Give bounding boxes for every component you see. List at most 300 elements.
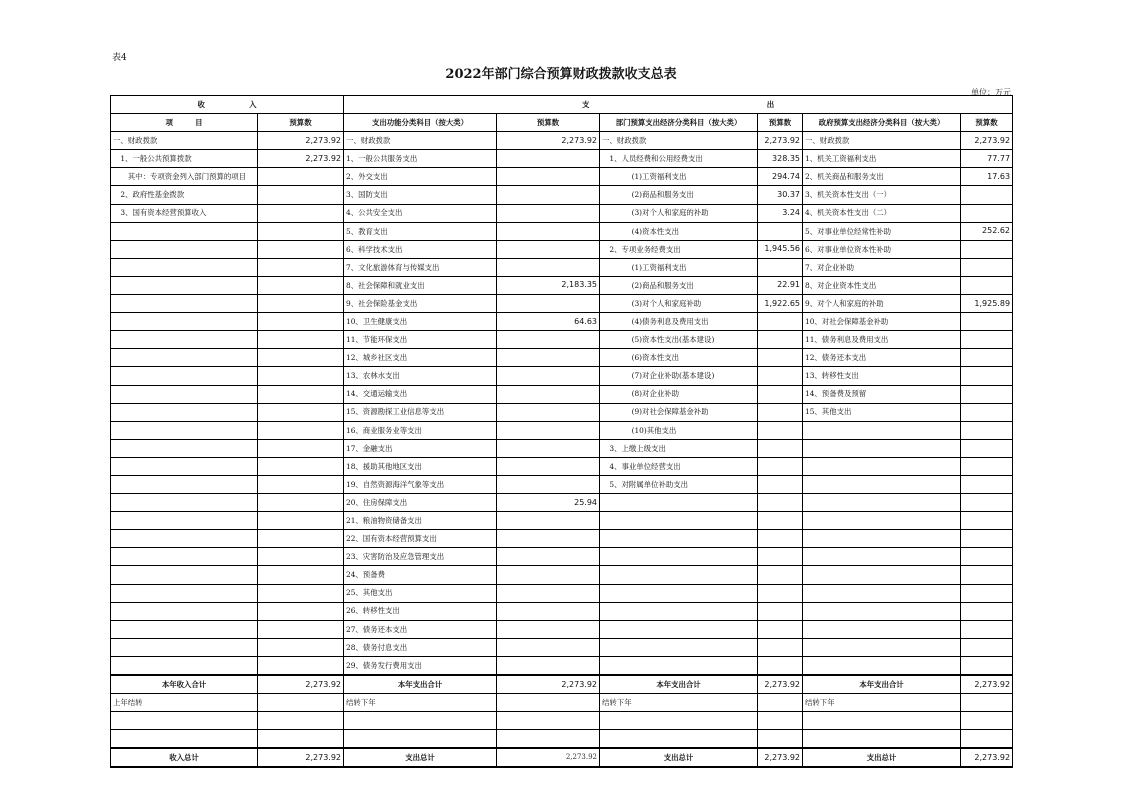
grand-gov-total-value: 2,273.92 xyxy=(961,748,1013,767)
cell-func: 3、国防支出 xyxy=(344,186,497,204)
cell-funcv xyxy=(497,331,600,349)
cell-deptv xyxy=(758,439,803,457)
cell-govv: 77.77 xyxy=(961,150,1013,168)
year-func-total-label: 本年支出合计 xyxy=(344,675,497,694)
cell-funcv xyxy=(497,186,600,204)
cell-inc xyxy=(111,566,258,584)
cell-inc xyxy=(111,385,258,403)
cell-funcv xyxy=(497,421,600,439)
cell-govv xyxy=(961,548,1013,566)
table-row xyxy=(111,313,1013,331)
table-number: 表4 xyxy=(112,53,127,63)
cell-deptv xyxy=(758,494,803,512)
cell-func: 22、国有资本经营预算支出 xyxy=(344,530,497,548)
cell-dept xyxy=(600,656,758,675)
cell-dept xyxy=(600,548,758,566)
carry-out-func-label: 结转下年 xyxy=(344,694,497,712)
cell-dept xyxy=(600,620,758,638)
year-gov-total-label: 本年支出合计 xyxy=(803,675,961,694)
cell-dept: (2)商品和服务支出 xyxy=(600,276,758,294)
table-row xyxy=(111,457,1013,475)
cell-func: 29、债务发行费用支出 xyxy=(344,656,497,675)
cell-govv xyxy=(961,331,1013,349)
cell-incv xyxy=(258,204,344,222)
income-budget-header: 预算数 xyxy=(258,114,344,132)
cell-govv xyxy=(961,258,1013,276)
cell-govv xyxy=(961,313,1013,331)
grand-dept-total-label: 支出总计 xyxy=(600,748,758,767)
cell-deptv xyxy=(758,258,803,276)
table-row xyxy=(111,439,1013,457)
cell-deptv xyxy=(758,566,803,584)
cell-inc xyxy=(111,475,258,493)
cell-funcv xyxy=(497,620,600,638)
cell-govv xyxy=(961,439,1013,457)
cell-func: 2、外交支出 xyxy=(344,168,497,186)
cell-govv xyxy=(961,584,1013,602)
cell-inc xyxy=(111,656,258,675)
cell-inc xyxy=(111,548,258,566)
cell-func: 11、节能环保支出 xyxy=(344,331,497,349)
cell-inc xyxy=(111,240,258,258)
dept-econ-header: 部门预算支出经济分类科目（按大类） xyxy=(600,114,758,132)
cell-incv xyxy=(258,367,344,385)
cell-govv xyxy=(961,204,1013,222)
cell-deptv xyxy=(758,475,803,493)
cell-funcv: 2,273.92 xyxy=(497,132,600,150)
cell-dept: (10)其他支出 xyxy=(600,421,758,439)
cell-funcv: 64.63 xyxy=(497,313,600,331)
cell-govv xyxy=(961,186,1013,204)
grand-func-total-value: 2,273.92 xyxy=(497,748,600,767)
cell-inc xyxy=(111,222,258,240)
carry-in-value xyxy=(258,694,344,712)
cell-incv xyxy=(258,313,344,331)
table-row xyxy=(111,186,1013,204)
cell-incv xyxy=(258,656,344,675)
cell-func: 27、债务还本支出 xyxy=(344,620,497,638)
cell-inc: 1、一般公共预算拨款 xyxy=(111,150,258,168)
cell-funcv xyxy=(497,258,600,276)
carry-out-func-value xyxy=(497,694,600,712)
cell-govv xyxy=(961,367,1013,385)
cell-gov xyxy=(803,584,961,602)
expense-header: 支 出 xyxy=(344,96,1013,114)
cell-dept: 一、财政拨款 xyxy=(600,132,758,150)
cell-funcv xyxy=(497,204,600,222)
cell-gov: 11、债务利息及费用支出 xyxy=(803,331,961,349)
cell-funcv xyxy=(497,584,600,602)
cell-deptv xyxy=(758,349,803,367)
document-title: 2022年部门综合预算财政拨款收支总表 xyxy=(445,67,677,82)
cell-gov xyxy=(803,656,961,675)
table-row xyxy=(111,204,1013,222)
cell-incv xyxy=(258,295,344,313)
table-row xyxy=(111,276,1013,294)
cell-deptv xyxy=(758,403,803,421)
cell-inc xyxy=(111,620,258,638)
table-row xyxy=(111,512,1013,530)
cell-func: 7、文化旅游体育与传媒支出 xyxy=(344,258,497,276)
cell-gov xyxy=(803,475,961,493)
cell-govv xyxy=(961,602,1013,620)
cell-funcv xyxy=(497,530,600,548)
table-row xyxy=(111,295,1013,313)
cell-govv: 2,273.92 xyxy=(961,132,1013,150)
year-dept-total-value: 2,273.92 xyxy=(758,675,803,694)
cell-inc: 一、财政拨款 xyxy=(111,132,258,150)
cell-deptv xyxy=(758,512,803,530)
cell-gov: 一、财政拨款 xyxy=(803,132,961,150)
table-row xyxy=(111,331,1013,349)
table-row xyxy=(111,150,1013,168)
cell-inc xyxy=(111,367,258,385)
cell-deptv: 2,273.92 xyxy=(758,132,803,150)
cell-gov xyxy=(803,457,961,475)
cell-gov xyxy=(803,602,961,620)
cell-gov: 1、机关工资福利支出 xyxy=(803,150,961,168)
cell-func: 21、粮油物资储备支出 xyxy=(344,512,497,530)
table-row xyxy=(111,638,1013,656)
cell-funcv xyxy=(497,222,600,240)
cell-gov xyxy=(803,530,961,548)
cell-gov xyxy=(803,620,961,638)
carry-out-dept-value xyxy=(758,694,803,712)
cell-gov: 14、预备费及预留 xyxy=(803,385,961,403)
cell-func: 16、商业服务业等支出 xyxy=(344,421,497,439)
cell-govv xyxy=(961,620,1013,638)
cell-dept: 3、上缴上级支出 xyxy=(600,439,758,457)
cell-dept: (9)对社会保障基金补助 xyxy=(600,403,758,421)
cell-inc xyxy=(111,331,258,349)
cell-incv: 2,273.92 xyxy=(258,132,344,150)
cell-dept: (1)工资福利支出 xyxy=(600,168,758,186)
cell-gov: 12、债务还本支出 xyxy=(803,349,961,367)
cell-inc xyxy=(111,512,258,530)
cell-func: 10、卫生健康支出 xyxy=(344,313,497,331)
year-total-row xyxy=(111,675,1013,694)
cell-gov: 8、对企业资本性支出 xyxy=(803,276,961,294)
cell-dept: 1、人员经费和公用经费支出 xyxy=(600,150,758,168)
cell-gov xyxy=(803,494,961,512)
table-row xyxy=(111,349,1013,367)
cell-govv xyxy=(961,457,1013,475)
table-row xyxy=(111,403,1013,421)
cell-incv xyxy=(258,240,344,258)
table-row xyxy=(111,530,1013,548)
cell-incv xyxy=(258,512,344,530)
table-row xyxy=(111,548,1013,566)
cell-deptv: 1,922.65 xyxy=(758,295,803,313)
cell-gov: 2、机关商品和服务支出 xyxy=(803,168,961,186)
cell-incv xyxy=(258,349,344,367)
cell-inc xyxy=(111,403,258,421)
cell-func: 17、金融支出 xyxy=(344,439,497,457)
cell-dept xyxy=(600,638,758,656)
table-row xyxy=(111,367,1013,385)
cell-func: 28、债务付息支出 xyxy=(344,638,497,656)
cell-deptv xyxy=(758,222,803,240)
cell-dept: (4)债务利息及费用支出 xyxy=(600,313,758,331)
cell-govv: 17.63 xyxy=(961,168,1013,186)
year-income-total-label: 本年收入合计 xyxy=(111,675,258,694)
table-row xyxy=(111,385,1013,403)
cell-func: 26、转移性支出 xyxy=(344,602,497,620)
cell-govv xyxy=(961,276,1013,294)
cell-deptv xyxy=(758,656,803,675)
cell-incv xyxy=(258,584,344,602)
cell-inc xyxy=(111,494,258,512)
cell-inc xyxy=(111,530,258,548)
cell-incv xyxy=(258,566,344,584)
carry-in-label: 上年结转 xyxy=(111,694,258,712)
cell-funcv: 25.94 xyxy=(497,494,600,512)
cell-func: 23、灾害防治及应急管理支出 xyxy=(344,548,497,566)
table-row xyxy=(111,258,1013,276)
cell-funcv xyxy=(497,150,600,168)
table-row xyxy=(111,620,1013,638)
cell-inc: 3、国有资本经营预算收入 xyxy=(111,204,258,222)
cell-funcv xyxy=(497,295,600,313)
cell-gov: 7、对企业补助 xyxy=(803,258,961,276)
grand-income-total-label: 收入总计 xyxy=(111,748,258,767)
cell-funcv xyxy=(497,638,600,656)
cell-incv xyxy=(258,168,344,186)
cell-inc xyxy=(111,421,258,439)
cell-deptv: 3.24 xyxy=(758,204,803,222)
cell-incv xyxy=(258,530,344,548)
cell-incv xyxy=(258,620,344,638)
cell-incv xyxy=(258,385,344,403)
cell-func: 19、自然资源海洋气象等支出 xyxy=(344,475,497,493)
cell-deptv: 294.74 xyxy=(758,168,803,186)
cell-inc xyxy=(111,602,258,620)
func-class-header: 支出功能分类科目（按大类） xyxy=(344,114,497,132)
cell-incv xyxy=(258,258,344,276)
cell-func: 9、社会保险基金支出 xyxy=(344,295,497,313)
cell-funcv xyxy=(497,168,600,186)
grand-total-row xyxy=(111,748,1013,767)
year-dept-total-label: 本年支出合计 xyxy=(600,675,758,694)
cell-govv xyxy=(961,349,1013,367)
cell-inc xyxy=(111,638,258,656)
cell-gov xyxy=(803,512,961,530)
cell-inc xyxy=(111,313,258,331)
table-row xyxy=(111,475,1013,493)
cell-funcv xyxy=(497,349,600,367)
carry-out-dept-label: 结转下年 xyxy=(600,694,758,712)
cell-deptv: 22.91 xyxy=(758,276,803,294)
cell-dept: 5、对附属单位补助支出 xyxy=(600,475,758,493)
year-func-total-value: 2,273.92 xyxy=(497,675,600,694)
cell-func: 25、其他支出 xyxy=(344,584,497,602)
cell-func: 20、住房保障支出 xyxy=(344,494,497,512)
cell-funcv xyxy=(497,385,600,403)
cell-gov: 3、机关资本性支出（一） xyxy=(803,186,961,204)
carry-out-gov-value xyxy=(961,694,1013,712)
cell-deptv: 328.35 xyxy=(758,150,803,168)
cell-gov: 13、转移性支出 xyxy=(803,367,961,385)
cell-func: 15、资源勘探工业信息等支出 xyxy=(344,403,497,421)
cell-incv xyxy=(258,222,344,240)
cell-funcv xyxy=(497,566,600,584)
cell-funcv xyxy=(497,548,600,566)
cell-deptv xyxy=(758,530,803,548)
cell-incv xyxy=(258,494,344,512)
cell-gov: 9、对个人和家庭的补助 xyxy=(803,295,961,313)
cell-incv xyxy=(258,439,344,457)
cell-funcv xyxy=(497,439,600,457)
cell-func: 18、援助其他地区支出 xyxy=(344,457,497,475)
cell-incv xyxy=(258,548,344,566)
grand-func-total-label: 支出总计 xyxy=(344,748,497,767)
cell-dept xyxy=(600,584,758,602)
grand-gov-total-label: 支出总计 xyxy=(803,748,961,767)
cell-incv xyxy=(258,475,344,493)
blank-row xyxy=(111,730,1013,749)
cell-func: 8、社会保障和就业支出 xyxy=(344,276,497,294)
cell-funcv xyxy=(497,656,600,675)
grand-dept-total-value: 2,273.92 xyxy=(758,748,803,767)
gov-econ-header: 政府预算支出经济分类科目（按大类） xyxy=(803,114,961,132)
table-row xyxy=(111,421,1013,439)
cell-func: 12、城乡社区支出 xyxy=(344,349,497,367)
cell-funcv xyxy=(497,403,600,421)
cell-deptv xyxy=(758,457,803,475)
cell-incv xyxy=(258,457,344,475)
cell-govv xyxy=(961,403,1013,421)
cell-dept: 2、专项业务经费支出 xyxy=(600,240,758,258)
header-row-top xyxy=(111,96,1013,114)
cell-deptv xyxy=(758,313,803,331)
table-row xyxy=(111,656,1013,675)
table-row xyxy=(111,222,1013,240)
cell-gov: 15、其他支出 xyxy=(803,403,961,421)
grand-income-total-value: 2,273.92 xyxy=(258,748,344,767)
cell-dept xyxy=(600,566,758,584)
cell-gov: 6、对事业单位资本性补助 xyxy=(803,240,961,258)
blank-row xyxy=(111,712,1013,730)
cell-govv xyxy=(961,494,1013,512)
cell-gov xyxy=(803,638,961,656)
table-row xyxy=(111,602,1013,620)
cell-dept xyxy=(600,602,758,620)
cell-incv xyxy=(258,403,344,421)
cell-deptv xyxy=(758,638,803,656)
cell-incv xyxy=(258,421,344,439)
carry-over-row xyxy=(111,694,1013,712)
cell-func: 24、预备费 xyxy=(344,566,497,584)
cell-funcv xyxy=(497,457,600,475)
cell-dept: (3)对个人和家庭的补助 xyxy=(600,204,758,222)
item-header: 项 目 xyxy=(111,114,258,132)
gov-budget-header: 预算数 xyxy=(961,114,1013,132)
cell-dept xyxy=(600,530,758,548)
year-income-total-value: 2,273.92 xyxy=(258,675,344,694)
cell-deptv: 1,945.56 xyxy=(758,240,803,258)
cell-inc xyxy=(111,349,258,367)
cell-dept: (8)对企业补助 xyxy=(600,385,758,403)
cell-incv xyxy=(258,186,344,204)
cell-funcv xyxy=(497,475,600,493)
cell-inc xyxy=(111,276,258,294)
cell-inc xyxy=(111,439,258,457)
cell-dept xyxy=(600,512,758,530)
table-row xyxy=(111,494,1013,512)
cell-dept: (2)商品和服务支出 xyxy=(600,186,758,204)
cell-deptv xyxy=(758,548,803,566)
budget-table xyxy=(110,95,1013,768)
table-row xyxy=(111,240,1013,258)
cell-govv xyxy=(961,638,1013,656)
cell-deptv xyxy=(758,584,803,602)
cell-incv xyxy=(258,602,344,620)
cell-inc xyxy=(111,295,258,313)
cell-govv: 252.62 xyxy=(961,222,1013,240)
cell-deptv: 30.37 xyxy=(758,186,803,204)
cell-func: 14、交通运输支出 xyxy=(344,385,497,403)
cell-govv xyxy=(961,421,1013,439)
unit-label: 单位：万元 xyxy=(971,88,1011,97)
cell-dept: (1)工资福利支出 xyxy=(600,258,758,276)
cell-dept: (5)资本性支出(基本建设) xyxy=(600,331,758,349)
cell-dept: (6)资本性支出 xyxy=(600,349,758,367)
table-body xyxy=(111,132,1013,675)
cell-gov xyxy=(803,566,961,584)
cell-deptv xyxy=(758,331,803,349)
cell-gov: 4、机关资本性支出（二） xyxy=(803,204,961,222)
cell-func: 1、一般公共服务支出 xyxy=(344,150,497,168)
table-row xyxy=(111,584,1013,602)
cell-dept: (3)对个人和家庭补助 xyxy=(600,295,758,313)
cell-funcv xyxy=(497,367,600,385)
dept-budget-header: 预算数 xyxy=(758,114,803,132)
cell-dept: (4)资本性支出 xyxy=(600,222,758,240)
cell-dept xyxy=(600,494,758,512)
cell-govv: 1,925.89 xyxy=(961,295,1013,313)
cell-govv xyxy=(961,530,1013,548)
income-header: 收 入 xyxy=(111,96,344,114)
cell-deptv xyxy=(758,602,803,620)
cell-func: 5、教育支出 xyxy=(344,222,497,240)
table-row xyxy=(111,132,1013,150)
cell-incv xyxy=(258,638,344,656)
cell-funcv xyxy=(497,512,600,530)
cell-inc xyxy=(111,584,258,602)
cell-func: 4、公共安全支出 xyxy=(344,204,497,222)
cell-govv xyxy=(961,385,1013,403)
carry-out-gov-label: 结转下年 xyxy=(803,694,961,712)
cell-incv xyxy=(258,276,344,294)
cell-gov xyxy=(803,421,961,439)
cell-incv xyxy=(258,331,344,349)
cell-govv xyxy=(961,475,1013,493)
cell-govv xyxy=(961,656,1013,675)
cell-funcv xyxy=(497,240,600,258)
cell-funcv xyxy=(497,602,600,620)
cell-inc: 其中：专项资金列入部门预算的项目 xyxy=(111,168,258,186)
cell-govv xyxy=(961,512,1013,530)
cell-gov xyxy=(803,548,961,566)
cell-funcv: 2,183.35 xyxy=(497,276,600,294)
cell-func: 13、农林水支出 xyxy=(344,367,497,385)
table-row xyxy=(111,168,1013,186)
cell-dept: (7)对企业补助(基本建设) xyxy=(600,367,758,385)
cell-func: 一、财政拨款 xyxy=(344,132,497,150)
cell-deptv xyxy=(758,385,803,403)
cell-gov xyxy=(803,439,961,457)
cell-inc: 2、政府性基金拨款 xyxy=(111,186,258,204)
